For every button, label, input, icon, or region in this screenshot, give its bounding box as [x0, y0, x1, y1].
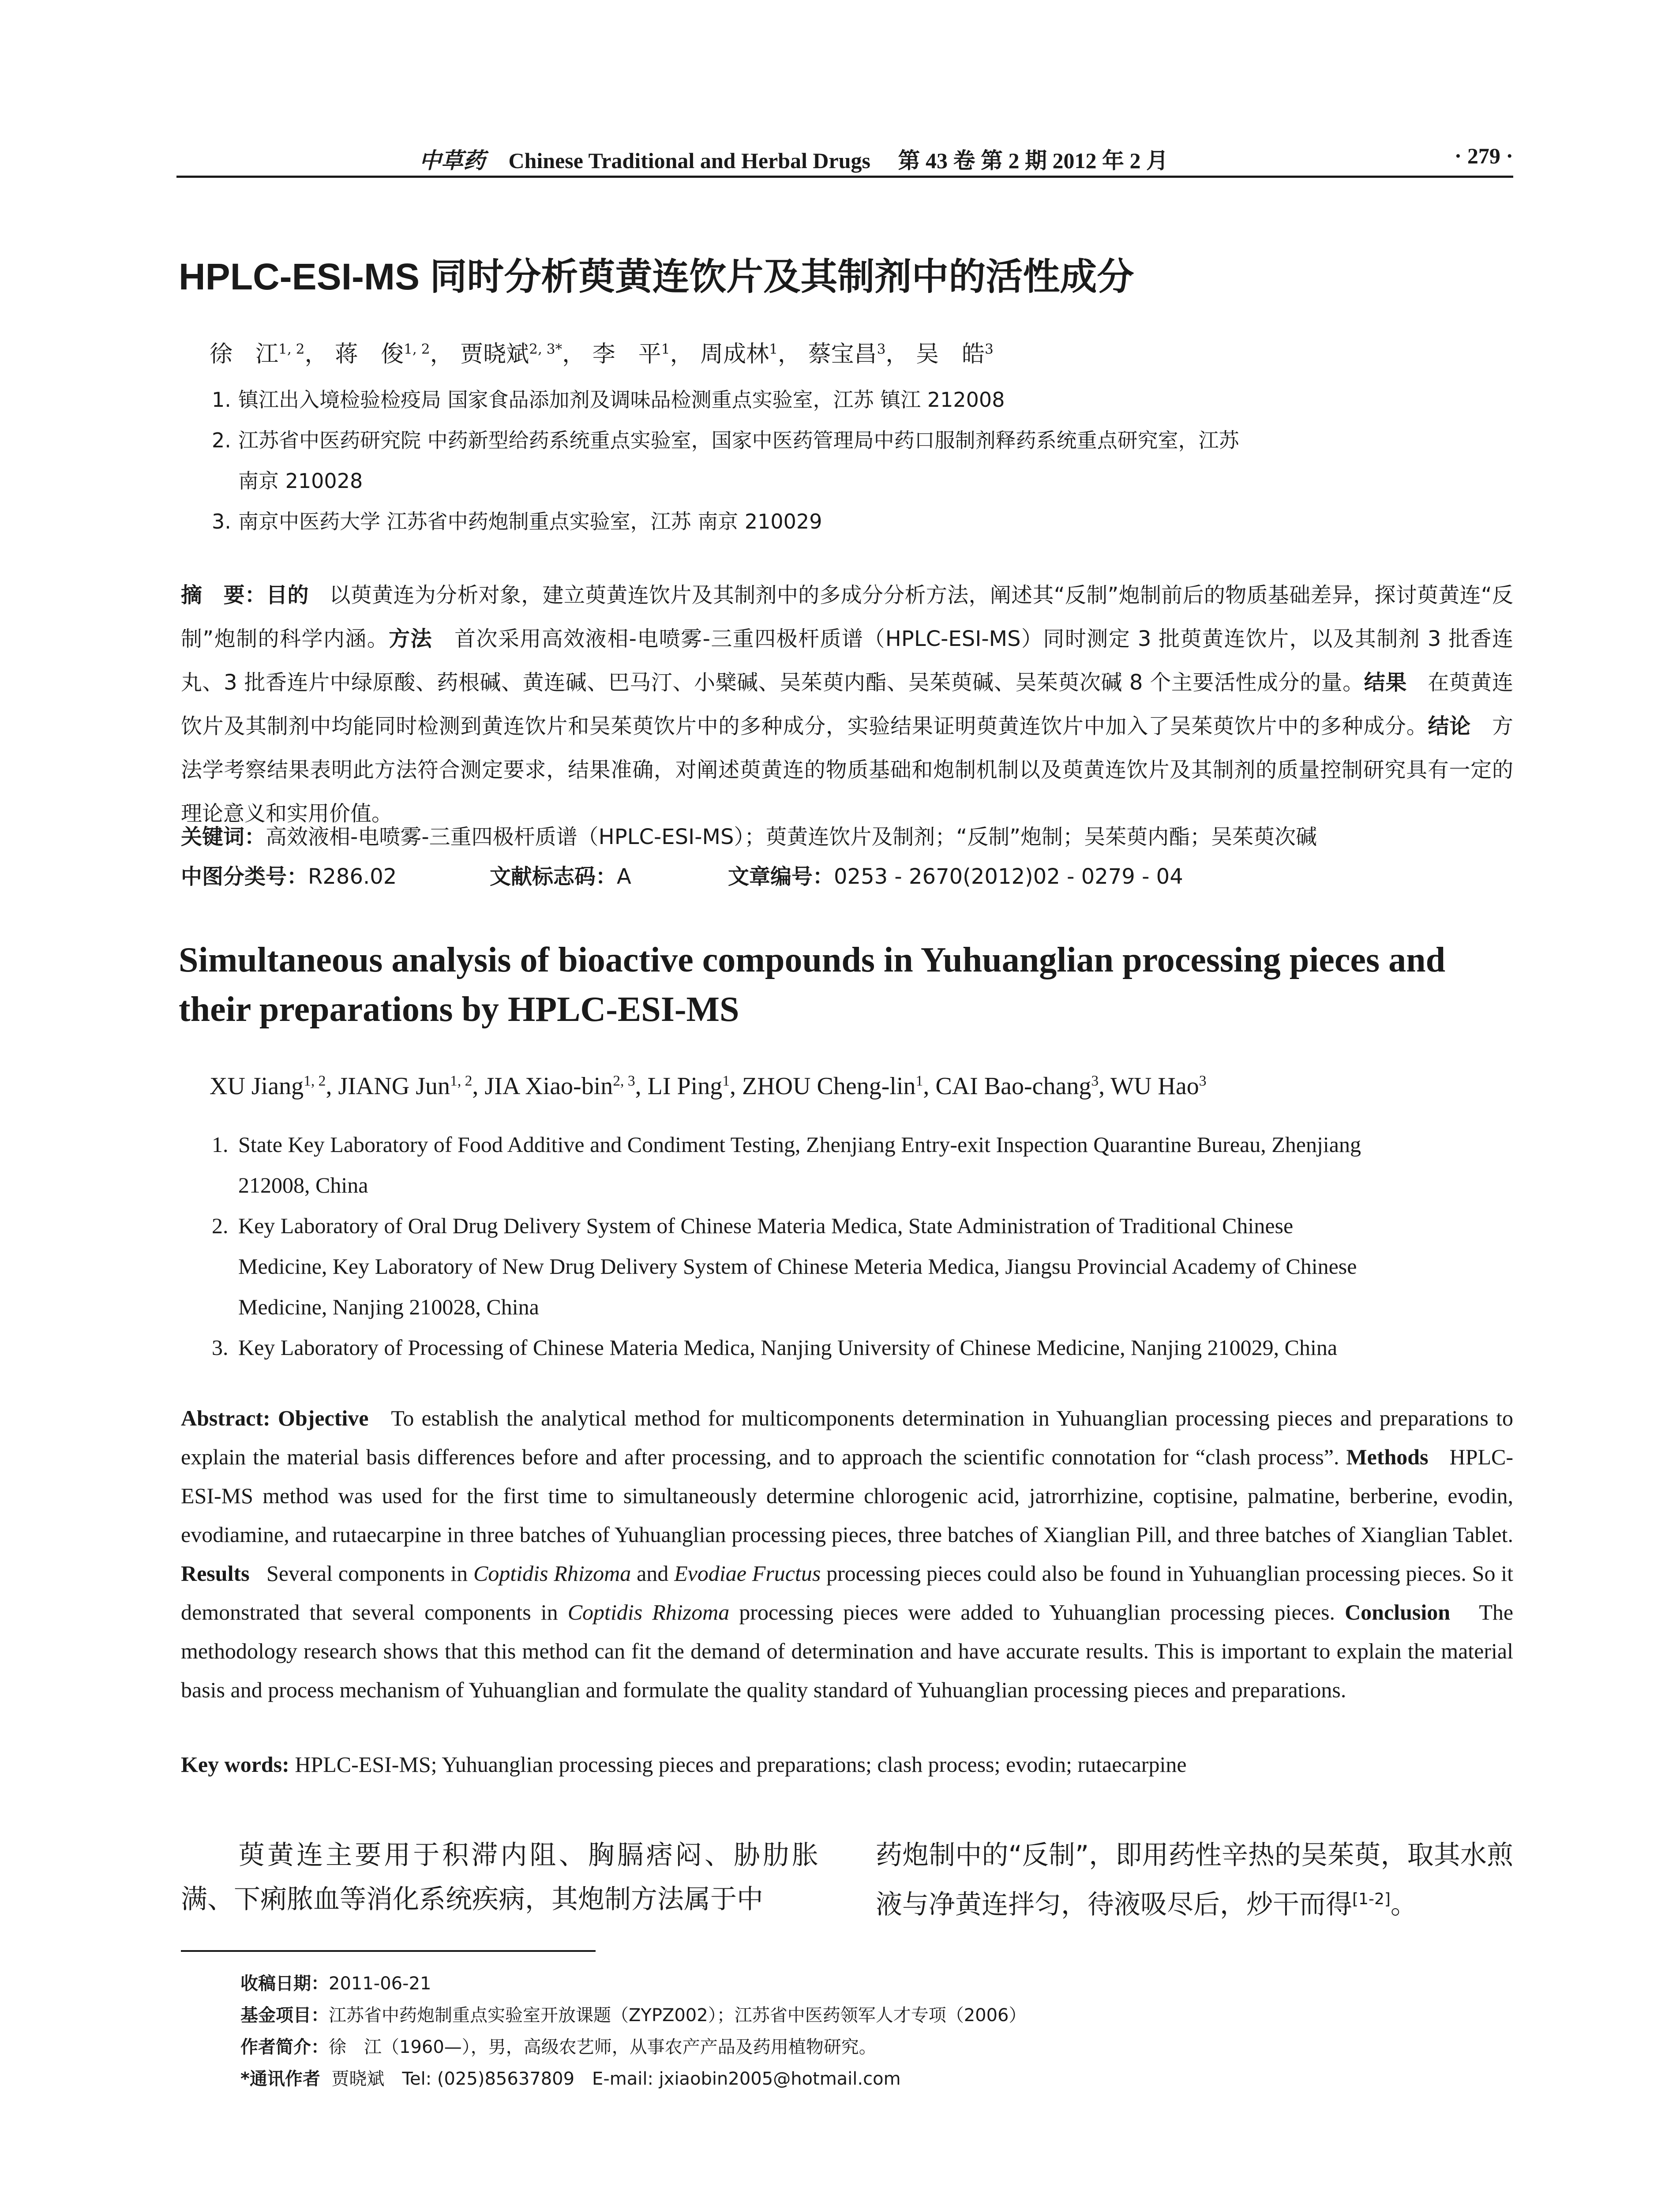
page-number: · 279 ·	[1454, 143, 1513, 168]
footnote-funding: 基金项目：江苏省中药炮制重点实验室开放课题（ZYPZ002）；江苏省中医药领军人才专项（2006）	[240, 2005, 1027, 2026]
keywords-en: Key words: HPLC-ESI-MS; Yuhuanglian processing pieces and preparations; clash process; evodin; rutaecarpine	[181, 1752, 1187, 1777]
affiliations-en: 1. State Key Laboratory of Food Additive and Condiment Testing, Zhenjiang Entry-exit Inspection Quarantine Bureau, Zhenjiang 212008, China 2. Key Laboratory of Oral Drug Delivery System of Chinese Materia Medica, State Administration of Traditional Chinese Medicine, Key Laboratory of New Drug Delivery System of Chinese Meteria Medica, Jiangsu Provincial Academy of Chinese Medicine, Nanjing 210028, China 3. Key Laboratory of Processing of Chinese Materia Medica, Nanjing University of Chinese Medicine, Nanjing 210029, China	[212, 1124, 1513, 1368]
methods-text: 首次采用高效液相-电喷雾-三重四极杆质谱（HPLC-ESI-MS）同时测定 3 批萸黄连饮片，以及其制剂 3 批香连丸、3 批香连片中绿原酸、药根碱、黄连碱、巴马汀、小檗碱、吴茱萸内酯、吴茱萸碱、吴茱萸次碱 8 个主要活性成分的量。	[181, 627, 1513, 695]
title-cn: HPLC-ESI-MS 同时分析萸黄连饮片及其制剂中的活性成分	[179, 256, 1134, 297]
objective-label: 目的	[266, 583, 309, 608]
running-header	[176, 140, 1513, 178]
affiliations-cn	[212, 379, 1513, 542]
affiliation-cn: 3. 南京中医药大学 江苏省中药炮制重点实验室，江苏 南京 210029	[212, 510, 822, 533]
affiliation-en: 1. State Key Laboratory of Food Additive and Condiment Testing, Zhenjiang Entry-exit Inspection Quarantine Bureau, Zhenjiang	[212, 1132, 1361, 1157]
journal-info	[419, 143, 1168, 175]
footnote-correspondence: *通讯作者 贾晓斌 Tel: (025)85637809 E-mail: jxiaobin2005@hotmail.com	[240, 2069, 901, 2089]
affiliation-en: 2. Key Laboratory of Oral Drug Delivery System of Chinese Materia Medica, State Administration of Traditional Chinese	[212, 1213, 1294, 1238]
title-en: Simultaneous analysis of bioactive compounds in Yuhuanglian processing pieces and their preparations by HPLC-ESI-MS	[179, 941, 1446, 1029]
results-text: 在萸黄连饮片及其制剂中均能同时检测到黄连饮片和吴茱萸饮片中的多种成分，实验结果证明萸黄连饮片中加入了吴茱萸饮片中的多种成分。	[181, 670, 1513, 739]
journal-name-cn: 中草药	[419, 147, 485, 173]
footnote-received: 收稿日期：2011-06-21	[240, 1973, 431, 1994]
authors-cn: 徐 江$^{1, 2}$， 蒋 俊$^{1, 2}$， 贾晓斌$^{2, 3*}$， 李 平$^1$， 周成林$^1$， 蔡宝昌$^3$， 吴 皓$^3$	[210, 341, 994, 368]
classification-line: 中图分类号：R286.02 文献标志码：A 文章编号：0253 - 2670(2012)02 - 0279 - 04	[181, 864, 1183, 889]
keywords-cn: 关键词：高效液相-电喷雾-三重四极杆质谱（HPLC-ESI-MS）；萸黄连饮片及制剂；“反制”炮制；吴茱萸内酯；吴茱萸次碱	[181, 825, 1317, 849]
conclusion-text: 方法学考察结果表明此方法符合测定要求，结果准确，对阐述萸黄连的物质基础和炮制机制以及萸黄连饮片及其制剂的质量控制研究具有一定的理论意义和实用价值。	[181, 714, 1513, 826]
footnote-rule	[181, 1950, 596, 1952]
body-column-left: 萸黄连主要用于积滞内阻、胸膈痞闷、胁肋胀满、下痢脓血等消化系统疾病，其炮制方法属于中	[181, 1840, 818, 1915]
affiliation-en: 3. Key Laboratory of Processing of Chinese Materia Medica, Nanjing University of Chinese Medicine, Nanjing 210029, China	[212, 1335, 1338, 1360]
affiliation-cn: 2. 江苏省中医药研究院 中药新型给药系统重点实验室，国家中医药管理局中药口服制剂释药系统重点研究室，江苏	[212, 428, 1239, 452]
author-cn: 吴 皓$^3$	[915, 341, 994, 368]
citation-ref: [1-2]	[1352, 1890, 1391, 1908]
abstract-en: Abstract: Objective To establish the analytical method for multicomponents determination in Yuhuanglian processing pieces and preparations to explain the material basis differences before and after processing, and to approach the scientific connotation for “clash process”. Methods HPLC-ESI-MS method was used for the first time to simultaneously determine chlorogenic acid, jatrorrhizine, coptisine, palmatine, berberine, evodin, evodiamine, and rutaecarpine in three batches of Yuhuanglian processing pieces, three batches of Xianglian Pill, and three batches of Xianglian Tablet. Results Several components in Coptidis Rhizoma and Evodiae Fructus processing pieces could also be found in Yuhuanglian processing pieces. So it demonstrated that several components in Coptidis Rhizoma processing pieces were added to Yuhuanglian processing pieces. Conclusion The methodology research shows that this method can fit the demand of determination and have accurate results. This is important to explain the material basis and process mechanism of Yuhuanglian and formulate the quality standard of Yuhuanglian processing pieces and preparations.	[181, 1406, 1514, 1702]
footnote-author: 作者简介：徐 江（1960—），男，高级农艺师，从事农产产品及药用植物研究。	[240, 2037, 877, 2057]
author-cn: 贾晓斌$^{2, 3*}$	[460, 341, 562, 368]
objective-text: 以萸黄连为分析对象，建立萸黄连饮片及其制剂中的多成分分析方法，阐述其“反制”炮制前后的物质基础差异，探讨萸黄连“反制”炮制的科学内涵。	[181, 583, 1513, 651]
author-cn: 李 平$^1$	[592, 341, 670, 368]
journal-name-en: Chinese Traditional and Herbal Drugs	[508, 148, 870, 173]
affiliation-cn-cont: 南京 210028	[238, 469, 363, 493]
results-label: 结果	[1364, 670, 1407, 695]
abstract-cn	[181, 574, 1513, 836]
body-column-right: 药炮制中的“反制”，即用药性辛热的吴茱萸，取其水煎液与净黄连拌匀，待液吸尽后，炒干而得[1-2]。	[876, 1840, 1513, 1920]
methods-label: 方法	[389, 627, 433, 651]
author-cn: 蒋 俊$^{1, 2}$	[335, 341, 430, 368]
author-cn: 蔡宝昌$^3$	[808, 341, 886, 368]
author-cn: 徐 江$^{1, 2}$	[210, 341, 305, 368]
footnotes	[240, 1968, 1511, 2095]
author-cn: 周成林$^1$	[700, 341, 778, 368]
authors-en: XU Jiang$^{1, 2}$, JIANG Jun$^{1, 2}$, JIA Xiao-bin$^{2, 3}$, LI Ping$^1$, ZHOU Cheng-lin$^1$, CAI Bao-chang$^3$, WU Hao$^3$	[210, 1073, 1207, 1100]
conclusion-label: 结论	[1428, 714, 1471, 739]
affiliation-cn: 1. 镇江出入境检验检疫局 国家食品添加剂及调味品检测重点实验室，江苏 镇江 212008	[212, 388, 1005, 412]
journal-issue: 第 43 卷 第 2 期 2012 年 2 月	[898, 148, 1168, 173]
abstract-cn-label: 摘 要：	[181, 583, 266, 608]
